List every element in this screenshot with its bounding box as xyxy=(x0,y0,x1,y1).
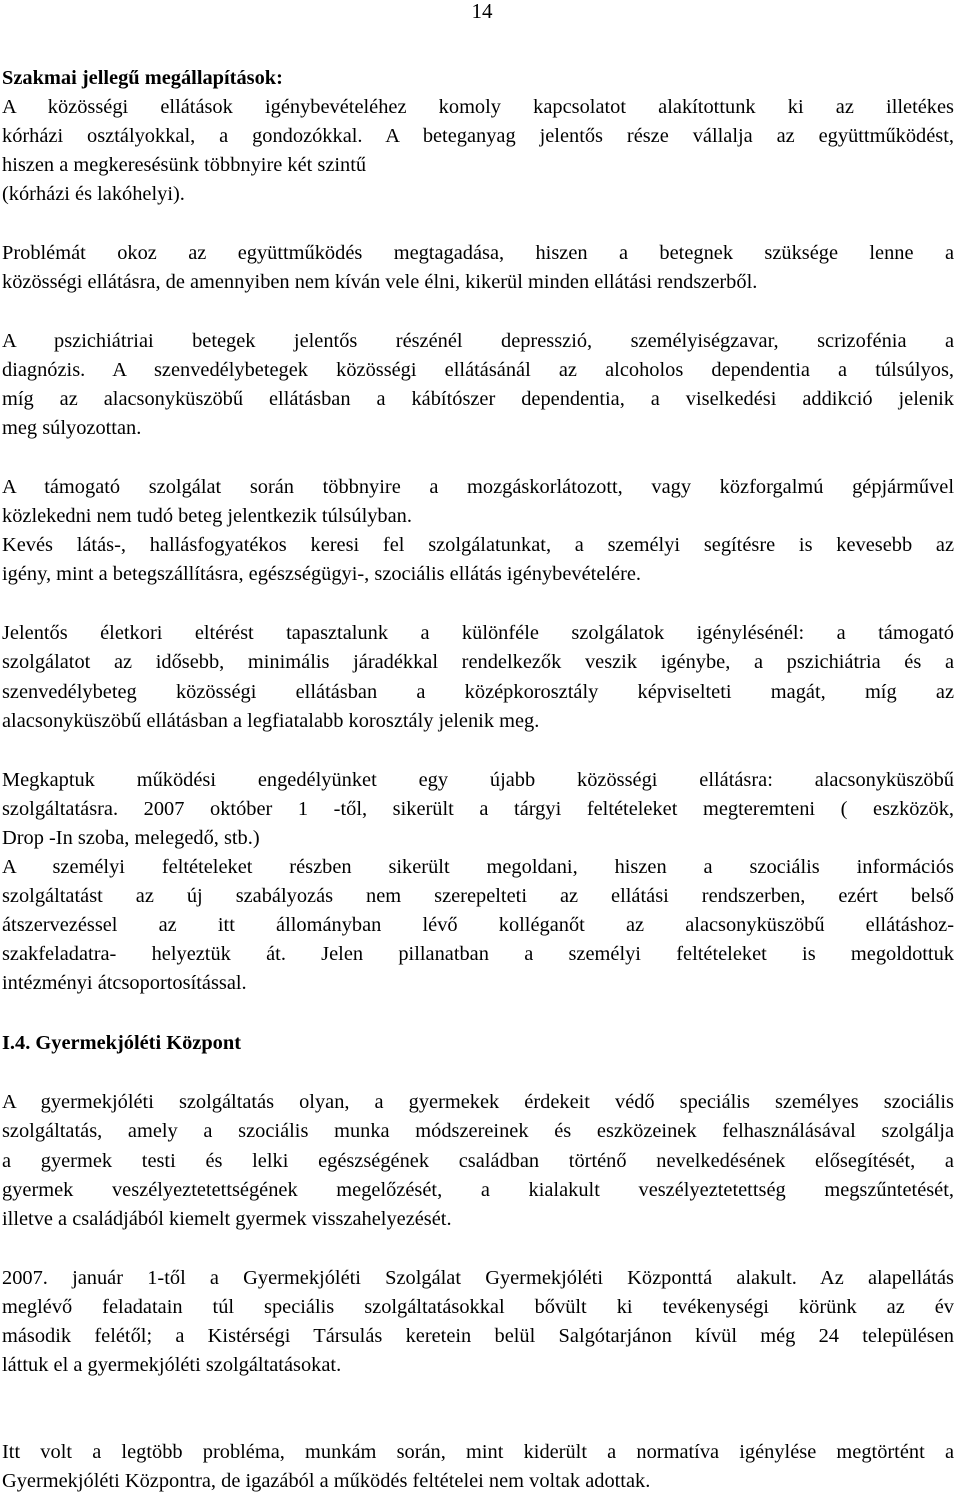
text-line: szolgáltatásra. 2007 október 1 -től, sikerült a tárgyi feltételeket megteremteni ( eszközök, xyxy=(2,798,954,820)
text-line: gyermek veszélyeztetettségének megelőzését, a kialakult veszélyeztetettség megszűntetését, xyxy=(2,1179,954,1201)
text-line: Drop -In szoba, melegedő, stb.) xyxy=(2,827,260,849)
text-line: 2007. január 1-től a Gyermekjóléti Szolgálat Gyermekjóléti Központtá alakult. Az alapellátás xyxy=(2,1267,954,1289)
text-line: szolgálatot az idősebb, minimális járadékkal rendelkezők veszik igénybe, a pszichiátria és a xyxy=(2,651,954,673)
text-line: alacsonyküszöbű ellátásban a legfiatalabb korosztály jelenik meg. xyxy=(2,710,540,732)
page-number: 14 xyxy=(471,0,493,23)
text-line: Itt volt a legtöbb probléma, munkám során, mint kiderült a normatíva igénylése megtörtént a xyxy=(2,1441,954,1463)
text-line: Problémát okoz az együttműködés megtagadása, hiszen a betegnek szüksége lenne a xyxy=(2,242,954,264)
text-line: igény, mint a betegszállításra, egészségügyi-, szociális ellátás igénybevételére. xyxy=(2,563,642,585)
text-line: meg súlyozottan. xyxy=(2,417,142,439)
text-line: hiszen a megkeresésünk többnyire két szintű xyxy=(2,154,367,176)
text-line: Gyermekjóléti Központra, de igazából a működés feltételei nem voltak adottak. xyxy=(2,1470,651,1492)
text-line: közlekedni nem tudó beteg jelentkezik túlsúlyban. xyxy=(2,505,412,527)
text-line: szenvedélybeteg közösségi ellátásban a középkorosztály képviselteti magát, míg az xyxy=(2,681,954,703)
section-heading: I.4. Gyermekjóléti Központ xyxy=(2,1032,241,1054)
text-line: meglévő feladatain túl speciális szolgáltatásokkal bővült ki tevékenységi körünk az év xyxy=(2,1296,954,1318)
text-line: Megkaptuk működési engedélyünket egy újabb közösségi ellátásra: alacsonyküszöbű xyxy=(2,769,954,791)
text-line: illetve a családjából kiemelt gyermek visszahelyezését. xyxy=(2,1208,452,1230)
section-heading: Szakmai jellegű megállapítások: xyxy=(2,67,283,89)
text-line: A személyi feltételeket részben sikerült megoldani, hiszen a szociális információs xyxy=(2,856,954,878)
text-line: (kórházi és lakóhelyi). xyxy=(2,183,185,205)
text-line: láttuk el a gyermekjóléti szolgáltatásokat. xyxy=(2,1354,342,1376)
text-line: Jelentős életkori eltérést tapasztalunk a különféle szolgálatok igénylésénél: a támogató xyxy=(2,622,954,644)
text-line: diagnózis. A szenvedélybetegek közösségi ellátásánál az alcoholos dependentia a túlsúlyos, xyxy=(2,359,954,381)
text-line: kórházi osztályokkal, a gondozókkal. A beteganyag jelentős része vállalja az együttműködést, xyxy=(2,125,954,147)
text-line: átszervezéssel az itt állományban lévő kolléganőt az alacsonyküszöbű ellátáshoz- xyxy=(2,914,954,936)
text-line: második felétől; a Kistérségi Társulás keretein belül Salgótarjánon kívül még 24 településen xyxy=(2,1325,954,1347)
text-line: közösségi ellátásra, de amennyiben nem kíván vele élni, kikerül minden ellátási rendszerből. xyxy=(2,271,758,293)
text-line: míg az alacsonyküszöbű ellátásban a kábítószer dependentia, a viselkedési addikció jelenik xyxy=(2,388,954,410)
text-line: A gyermekjóléti szolgáltatás olyan, a gyermekek érdekeit védő speciális személyes szociális xyxy=(2,1091,954,1113)
text-line: szolgáltatást az új szabályozás nem szerepelteti az ellátási rendszerben, ezért belső xyxy=(2,885,954,907)
text-line: a gyermek testi és lelki egészségének családban történő nevelkedésének elősegítését, a xyxy=(2,1150,954,1172)
text-line: szakfeladatra- helyeztük át. Jelen pillanatban a személyi feltételeket is megoldottuk xyxy=(2,943,954,965)
text-line: intézményi átcsoportosítással. xyxy=(2,972,247,994)
text-line: szolgáltatás, amely a szociális munka módszereinek és eszközeinek felhasználásával szolgálja xyxy=(2,1120,954,1142)
text-line: Kevés látás-, hallásfogyatékos keresi fel szolgálatunkat, a személyi segítésre is kevesebb az xyxy=(2,534,954,556)
text-line: A pszichiátriai betegek jelentős részénél depresszió, személyiségzavar, scrizofénia a xyxy=(2,330,954,352)
text-line: A közösségi ellátások igénybevételéhez komoly kapcsolatot alakítottunk ki az illetékes xyxy=(2,96,954,118)
text-line: A támogató szolgálat során többnyire a mozgáskorlátozott, vagy közforgalmú gépjárművel xyxy=(2,476,954,498)
